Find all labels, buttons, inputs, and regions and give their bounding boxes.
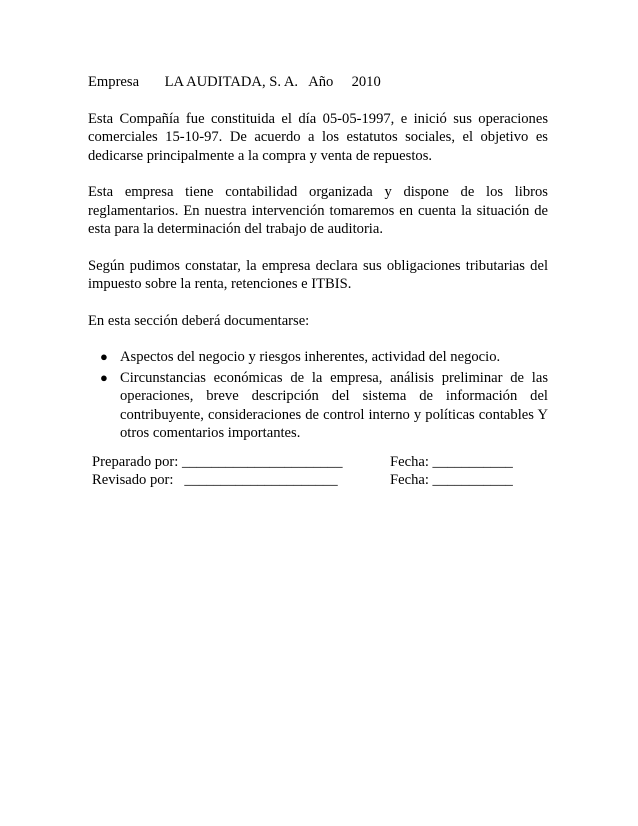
bullet-text: Circunstancias económicas de la empresa, análisis preliminar de las operaciones, breve descripción del sistema de información del contribuyente, consideraciones de control interno y políticas contables Y otros comentarios importantes. (120, 369, 548, 441)
reviewed-by-field: Revisado por: _____________________ (92, 471, 338, 488)
signature-row-reviewed (92, 471, 548, 489)
signature-row-prepared (92, 453, 548, 471)
prepared-by-field: Preparado por: ______________________ (92, 453, 343, 470)
paragraph-accounting: Esta empresa tiene contabilidad organizada y dispone de los libros reglamentarios. En nuestra intervención tomaremos en cuenta la situación de esta para la determinación del trabajo de auditoria. (88, 184, 548, 237)
bullet-icon: ● (100, 349, 108, 364)
paragraph-company-founding: Esta Compañía fue constituida el día 05-05-1997, e inició sus operaciones comerciales 15-10-97. De acuerdo a los estatutos sociales, el objetivo es dedicarse principalmente a la compra y venta de repuestos. (88, 110, 548, 164)
empresa-label: Empresa (88, 74, 140, 90)
bullet-icon: ● (100, 369, 108, 385)
year-label: Año (308, 74, 334, 90)
list-item (100, 369, 548, 443)
reviewed-date-field: Fecha: ___________ (390, 471, 513, 488)
paragraph-tax-obligations: Según pudimos constatar, la empresa declara sus obligaciones tributarias del impuesto sobre la renta, retenciones e ITBIS. (88, 257, 548, 292)
prepared-date-field: Fecha: ___________ (390, 453, 513, 470)
bullet-list (88, 348, 548, 443)
company-name: LA AUDITADA, S. A. (164, 74, 299, 90)
list-item (100, 348, 548, 367)
bullet-text: Aspectos del negocio y riesgos inherentes, actividad del negocio. (120, 349, 501, 365)
paragraph-section-intro: En esta sección deberá documentarse: (88, 312, 310, 329)
signature-block (92, 453, 548, 489)
document-header (88, 73, 548, 92)
year-value: 2010 (351, 74, 381, 90)
document-page (88, 73, 548, 489)
